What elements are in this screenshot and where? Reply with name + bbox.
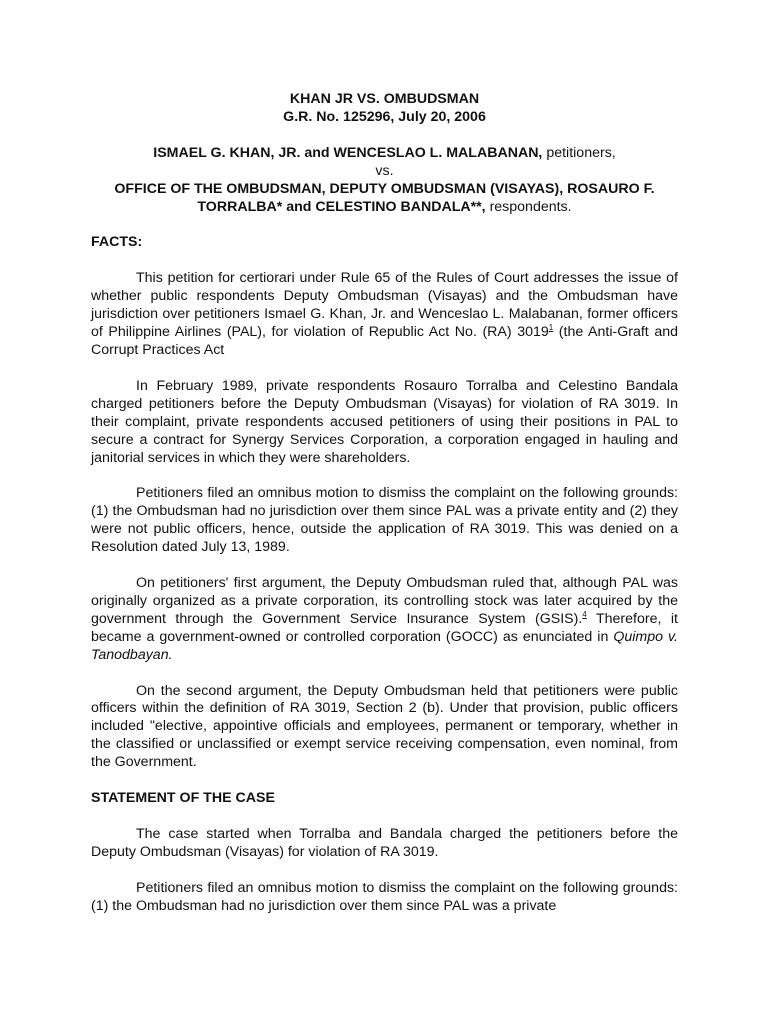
case-title: KHAN JR VS. OMBUDSMAN xyxy=(289,91,480,107)
facts-paragraph-4 xyxy=(91,575,678,665)
statement-paragraph-2: Petitioners filed an omnibus motion to dismiss the complaint on the following grounds: (1) the Ombudsman had no jurisdiction over them since PAL was a private xyxy=(91,879,678,914)
facts-heading: FACTS: xyxy=(91,234,143,251)
facts-paragraph-2: In February 1989, private respondents Rosauro Torralba and Celestino Bandala charged petitioners before the Deputy Ombudsman (Visayas) for violation of RA 3019. In their complaint, private respondents accused petitioners of using their positions in PAL to secure a contract for Synergy Services Corporation, a corporation engaged in hauling and janitorial services in which they were shareholders. xyxy=(91,377,678,466)
facts-paragraph-1-tail: (the Anti-Graft and Corrupt Practices Act xyxy=(91,324,678,358)
statement-paragraph-1: The case started when Torralba and Bandala charged the petitioners before the Deputy Ombudsman (Visayas) for violation of RA 3019. xyxy=(91,826,678,860)
petitioners-line xyxy=(91,145,678,163)
case-number: G.R. No. 125296, July 20, 2006 xyxy=(283,108,486,125)
facts-paragraph-1 xyxy=(91,270,678,360)
facts-paragraph-5: On the second argument, the Deputy Ombudsman held that petitioners were public officers within the definition of RA 3019, Section 2 (b). Under that provision, public officers included "elective, appointive officials and employees, permanent or temporary, whether in the classified or unclassified or exempt service receiving compensation, even nominal, from the Government. xyxy=(91,682,678,771)
respondents-line-1: OFFICE OF THE OMBUDSMAN, DEPUTY OMBUDSMAN (VISAYAS), ROSAURO F. xyxy=(114,180,655,197)
facts-paragraph-3: Petitioners filed an omnibus motion to dismiss the complaint on the following grounds: (1) the Ombudsman had no jurisdiction over them since PAL was a private entity and (2) they were not public officers, hence, outside the application of RA 3019. This was denied on a Resolution dated July 13, 1989. xyxy=(91,485,678,556)
document-page xyxy=(91,91,678,916)
footnote-4-link[interactable]: 4 xyxy=(582,609,587,619)
petitioners-label: petitioners, xyxy=(542,144,616,161)
respondents-label: respondents. xyxy=(485,198,572,215)
petitioners-names: ISMAEL G. KHAN, JR. and WENCESLAO L. MALABANAN, xyxy=(153,144,543,161)
facts-paragraph-4-mid: Therefore, it became a government-owned or controlled corporation (GOCC) as enunciated in xyxy=(91,610,678,645)
statement-heading: STATEMENT OF THE CASE xyxy=(91,790,275,807)
respondents-names: TORRALBA* and CELESTINO BANDALA**, xyxy=(197,198,486,215)
facts-paragraph-4-text: On petitioners' first argument, the Deputy Ombudsman ruled that, although PAL was originally organized as a private corporation, its controlling stock was later acquired by the government through the Government Service Insurance System (GSIS). xyxy=(91,575,678,627)
respondents-line-2 xyxy=(91,199,678,217)
footnote-1-link[interactable]: 1 xyxy=(548,323,554,333)
versus: vs. xyxy=(375,162,394,179)
case-citation: Quimpo v. Tanodbayan. xyxy=(91,628,678,663)
facts-paragraph-1-text: This petition for certiorari under Rule 65 of the Rules of Court addresses the issue of whether public respondents Deputy Ombudsman (Visayas) and the Ombudsman have jurisdiction over petitioners Ismael G. Khan, Jr. and Wenceslao L. Malabanan, former officers of Philippine Airlines (PAL), for violation of Republic Act No. (RA) 3019 xyxy=(91,270,678,341)
